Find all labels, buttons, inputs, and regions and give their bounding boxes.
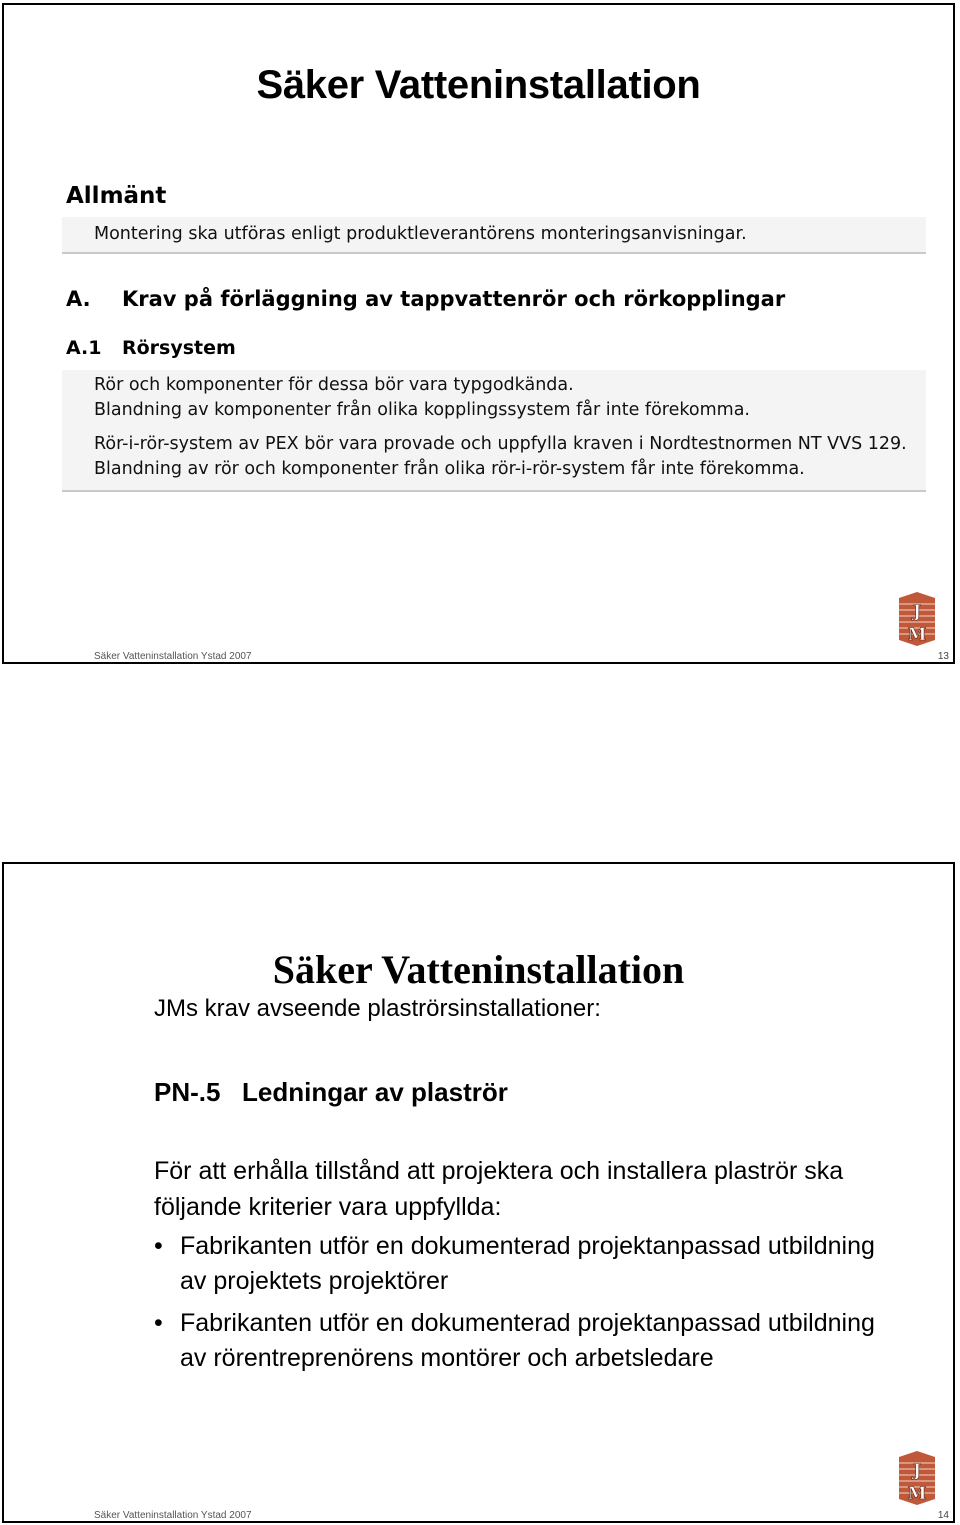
requirements-box [62,370,926,492]
requirement-line: Rör-i-rör-system av PEX bör vara provade och uppfylla kraven i Nordtestnormen NT VVS 129. [94,434,907,454]
section-a1-title: Rörsystem [122,337,236,359]
jm-logo-icon [895,1449,939,1507]
list-item [154,1306,894,1376]
slide-footer: Säker Vatteninstallation Ystad 2007 [94,1510,252,1521]
section-a-title: Krav på förläggning av tappvattenrör och rörkopplingar [122,287,786,311]
svg-text:J: J [912,1461,922,1481]
criteria-list [154,1229,894,1376]
requirement-line: Blandning av rör och komponenter från olika rör-i-rör-system får inte förekomma. [94,459,805,479]
page-number: 13 [937,651,949,662]
slide-title: Säker Vatteninstallation [256,63,701,107]
requirement-line: Blandning av komponenter från olika kopplingssystem får inte förekomma. [94,400,750,420]
general-box [62,217,926,254]
list-item-text: Fabrikanten utför en dokumenterad projektanpassad utbildning av rörentreprenörens montörer och arbetsledare [180,1309,875,1372]
section-a1-heading [66,337,236,359]
slide-14 [2,862,955,1523]
requirement-line: Rör och komponenter för dessa bör vara typgodkända. [94,375,574,395]
svg-text:M: M [907,625,927,645]
general-text: Montering ska utföras enligt produktleverantörens monteringsanvisningar. [94,224,747,244]
section-number: PN-.5 [154,1077,221,1107]
list-item [154,1229,894,1299]
slide-footer: Säker Vatteninstallation Ystad 2007 [94,651,252,662]
slide-title: Säker Vatteninstallation [272,947,685,992]
general-heading: Allmänt [66,183,167,209]
intro-text: För att erhålla tillstånd att projektera och installera plaströr ska följande kriterier vara uppfyllda: [154,1157,844,1221]
svg-text:J: J [912,602,922,622]
section-a1-number: A.1 [66,337,102,359]
slide-subtitle: JMs krav avseende plaströrsinstallationer: [154,995,601,1022]
section-heading [154,1077,508,1108]
section-a-heading [66,287,785,311]
slide-13 [2,3,955,664]
section-title: Ledningar av plaströr [242,1077,508,1107]
bullet-icon: • [154,1309,163,1337]
slide-body [154,1153,894,1383]
jm-logo-icon [895,590,939,648]
list-item-text: Fabrikanten utför en dokumenterad projektanpassad utbildning av projektets projektörer [180,1232,875,1295]
bullet-icon: • [154,1232,163,1260]
page-number: 14 [937,1510,949,1521]
section-a-number: A. [66,287,91,311]
svg-text:M: M [907,1484,927,1504]
